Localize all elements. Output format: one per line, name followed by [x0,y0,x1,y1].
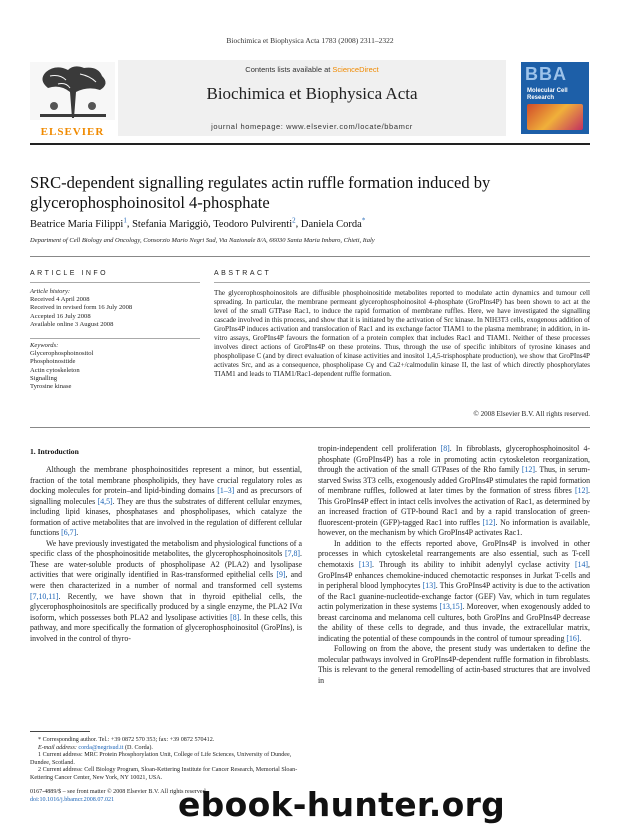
keyword: Actin cytoskeleton [30,366,80,374]
footnote-corresponding: * Corresponding author. Tel.: +39 0872 570 353; fax: +39 0872 570412. [38,737,215,743]
title-rule [30,256,590,257]
history-item: Received 4 April 2008 [30,296,90,304]
footnote-rule [30,731,90,732]
citation-link[interactable]: [12] [574,486,589,496]
sciencedirect-link[interactable]: ScienceDirect [332,65,379,74]
author[interactable]: Teodoro Pulvirenti$^2$ [213,216,296,230]
contents-line [118,65,506,74]
body-paragraph: tropin-independent cell proliferation [8]. In fibroblasts, glycerophosphoinositol 4-phosphate (GroPIns4P) has a role in promoting actin cytoskeleton reorganization, through the activation of the small GTPases of the Rho family [12]. Thus, in serum-starved Swiss 3T3 cells, exogenously added GroPIns4P stimulates the rapid formation of membrane ruffles, followed at later times by the formation of stress fibres [12]. This GroPIns4P effect in intact cells involves the activation of Rac1, as determined by an increased fraction of GTP-bound Rac1 and by a rapid translocation of green-fluorescent-protein (GFP)-tagged Rac1 into ruffles [12]. No information is available, however, on the mechanism by which GroPIns4P activates Rac1. [318,444,590,538]
journal-homepage-link[interactable]: journal homepage: www.elsevier.com/locate/bbamcr [211,122,413,131]
doi-link[interactable]: doi:10.1016/j.bbamcr.2008.07.021 [30,796,115,803]
citation-link[interactable]: [4,5] [97,496,113,506]
history-item: Received in revised form 16 July 2008 [30,304,133,312]
body-paragraph: Although the membrane phosphoinositides represent a minor, but essential, fraction of the total membrane phospholipids, they have crucial regulatory roles as docking molecules for protein–and lipid-binding domains [1–3] and as precursors of signalling molecules [4,5]. They are thus the substrates of different cellular enzymes, including lipid kinases, phosphatases and phospholipases, which catalyze the formation of active metabolites that are involved in the regulation of different cellular functions [6,7]. [30,465,302,538]
journal-cover-thumbnail[interactable] [521,62,589,134]
article-title: SRC-dependent signalling regulates actin ruffle formation induced by glycerophosphoinositol 4-phosphate [30,173,491,212]
citation-link[interactable]: [6,7] [61,528,77,538]
abstract-rule [214,282,590,283]
abstract-text: The glycerophosphoinositols are diffusible phosphoinositide metabolites reported to modulate actin dynamics and tumour cell spreading. In particular, the membrane permeant glycerophosphoinositol 4-phosphate (GroPIns4P) has been shown to act at the level of the small GTPase Rac1, to induce the rapid formation of membrane ruffles. Here, we have investigated the signalling cascade involved in this process, and show that it is initiated by the activation of Src kinase. In NIH3T3 cells, exogenous addition of GroPIns4P induces activation and translocation of Rac1 and its exchange factor TIAM1 to the plasma membrane; in addition, in in-vitro assays, GroPIns4P favours the formation of a protein complex that includes Rac1 and TIAM1. Neither of these processes involves direct actions of GroPIns4P on these proteins. Thus, through the use of specific inhibitors of tyrosine kinases and phospholipase C (and by direct evaluation of kinase activities and inositol 1,4,5-trisphosphate production), we show that GroPIns4P activates Src, and as a consequence, phospholipase Cγ and Ca2+/calmodulin kinase II, the last of which directly phosphorylates TIAM1 and leads to TIAM1/Rac1-dependent ruffle formation. [214,289,590,378]
affiliation: Department of Cell Biology and Oncology, Consorzio Mario Negri Sud, Via Nazionale 8/A, 66030 Santa Maria Imbaro, Chieti, Italy [30,237,375,244]
citation-link[interactable]: [7,8] [285,549,301,559]
copyright-line: © 2008 Elsevier B.V. All rights reserved. [473,410,590,418]
body-paragraph: Following on from the above, the present study was undertaken to define the molecular pathways involved in GroPIns4P-dependent ruffle formation in fibroblasts. This is relevant to the general remodelling of actin-based structures that are involved in [318,644,590,686]
journal-banner [118,60,506,136]
footnote-2: 2 Current address: Cell Biology Program, Sloan-Kettering Institute for Cancer Research, Memorial Sloan-Kettering Cancer Center, New York, NY 10021, USA. [30,767,298,781]
abstract-heading: ABSTRACT [214,270,272,277]
elsevier-wordmark: ELSEVIER [40,126,105,138]
author[interactable]: Daniela Corda* [300,216,366,230]
watermark: ebook-hunter.org [178,785,506,824]
body-paragraph: We have previously investigated the metabolism and physiological functions of a specific class of the phosphoinositide metabolites, the glycerophosphoinositols [7,8]. These are water-soluble products of phospholipase A2 (PLA2) and lysolipase activities that were originally identified in Ras-transformed epithelial cells [9], and were then characterized in a number of normal and transformed cell systems [7,10,11]. Recently, we have shown that in thyroid epithelial cells, the glycerophosphoinositols are specifically produced by a single enzyme, the PLA2 IVα isoform, which possesses both PLA2 and lysolipase activities [8]. In these cells, this pathway, and more specifically the formation of glycerophosphoinositol (GroPIns), is involved in the control of thyro- [30,538,302,643]
keywords-rule [30,338,200,339]
keyword: Tyrosine kinase [30,383,72,391]
elsevier-tree-icon [30,62,115,120]
keyword: Phosphoinositide [30,358,76,366]
elsevier-logo[interactable] [30,62,115,138]
keyword: Glycerophosphoinositol [30,350,94,358]
author[interactable]: Beatrice Maria Filippi$^1$ [30,216,127,230]
citation-link[interactable]: [12] [482,517,496,527]
author-list: Beatrice Maria Filippi$^1$, Stefania Mariggiò, Teodoro Pulvirenti$^2$, Daniela Corda* [30,216,366,230]
contents-prefix: Contents lists available at [245,65,331,74]
body-paragraph: In addition to the effects reported above, GroPIns4P is involved in other processes in which cytoskeletal rearrangements are also essential, such as T-cell chemotaxis [13]. Through its ability to inhibit adenylyl cyclase activity [14], GroPIns4P enhances chemokine-induced chemotactic responses in Jurkat T-cells and in peripheral blood lymphocytes [13]. This GroPIns4P activity is due to the activation of the Rac1 guanine-nucleotide-exchange factor (GEF) Vav, which in turn regulates actin polymerization in these systems [13,15]. Moreover, when exogenously added to breast carcinoma and melanoma cell cultures, both GroPIns and GroPIns4P decrease the ability of these cells to degrade, and thus invade, the extracellular matrix, indicating the potential of these compounds in the control of tumour spreading [16]. [318,538,590,643]
citation-link[interactable]: [16] [566,633,580,643]
history-label: Article history: [30,288,71,295]
cover-image [527,104,583,130]
email-link[interactable]: corda@negrisud.it [78,744,124,751]
history-item: Available online 3 August 2008 [30,320,114,328]
article-history [30,288,200,329]
cover-brand: BBA [525,64,567,84]
history-item: Accepted 16 July 2008 [30,312,91,320]
citation-link[interactable]: [12] [521,465,535,475]
keywords-label: Keywords: [30,342,59,349]
citation-link[interactable]: [14] [574,560,589,570]
issn-line: 0167-4889/$ – see front matter © 2008 Elsevier B.V. All rights reserved. [30,789,208,795]
citation-link[interactable]: [1–3] [217,486,235,496]
article-info-rule [30,282,200,283]
footnote-email: E-mail address: corda@negrisud.it (D. Corda). [38,744,153,751]
abstract-bottom-rule [30,427,590,428]
citation-link[interactable]: [13,15] [439,602,463,612]
citation-link[interactable]: [13] [422,581,436,591]
keyword: Signalling [30,374,58,382]
article-info-heading: ARTICLE INFO [30,270,109,277]
header-rule [30,143,590,145]
citation-link[interactable]: [7,10,11] [30,591,59,601]
body-column-left [30,465,302,644]
citation-link[interactable]: [9] [276,570,286,580]
body-column-right [318,444,590,687]
running-header: Biochimica et Biophysica Acta 1783 (2008) 2311–2322 [226,36,394,45]
footnote-1: 1 Current address: MRC Protein Phosphorylation Unit, College of Life Sciences, University of Dundee, Dundee, Scotland. [30,752,292,766]
journal-title: Biochimica et Biophysica Acta [206,84,418,103]
keywords [30,342,200,391]
citation-link[interactable]: [8] [230,612,240,622]
citation-link[interactable]: [8] [440,444,450,453]
cover-subtitle: Molecular Cell Research [527,88,568,101]
footnotes [30,737,302,783]
author[interactable]: Stefania Mariggiò [132,218,209,230]
section-heading: 1. Introduction [30,447,79,456]
citation-link[interactable]: [13] [358,560,372,570]
